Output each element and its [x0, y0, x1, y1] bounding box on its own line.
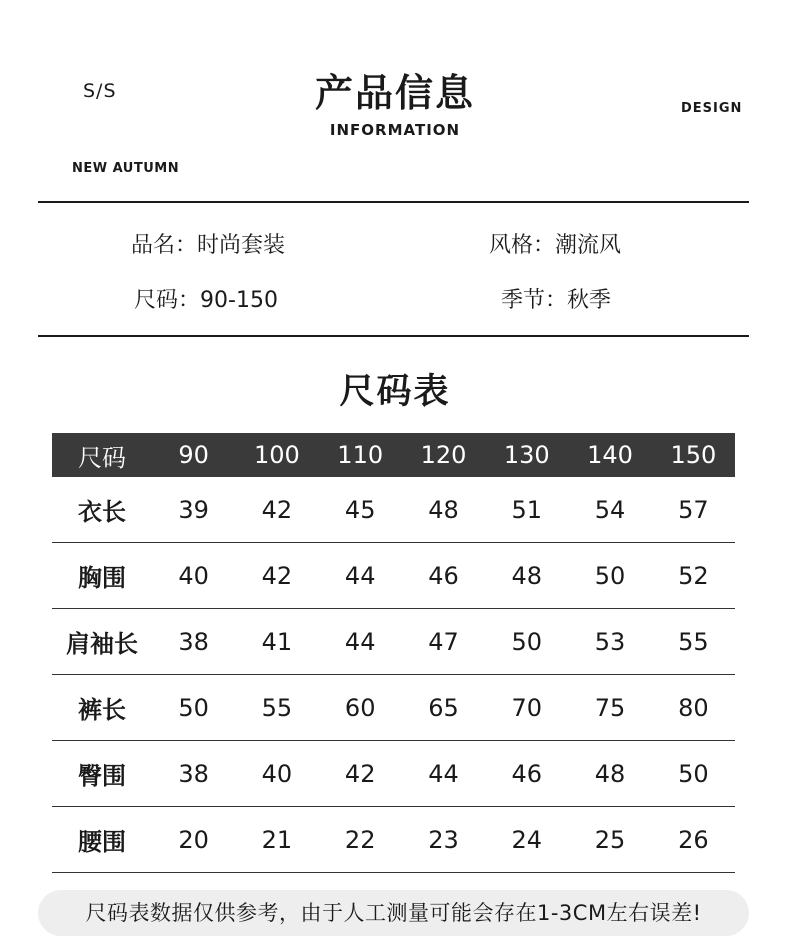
table-cell: 24 — [485, 807, 568, 873]
info-season-value: 秋季 — [567, 288, 612, 313]
table-cell: 55 — [235, 675, 318, 741]
info-product-name-label: 品名： — [131, 233, 198, 258]
size-table — [52, 433, 735, 873]
table-cell: 55 — [652, 609, 735, 675]
info-season-label: 季节： — [501, 288, 568, 313]
table-row — [52, 543, 735, 609]
table-cell: 50 — [568, 543, 651, 609]
info-season — [501, 283, 611, 314]
size-table-header-row — [52, 433, 735, 477]
header-cell: 150 — [652, 433, 735, 477]
table-cell: 52 — [652, 543, 735, 609]
table-cell: 50 — [485, 609, 568, 675]
table-cell: 60 — [319, 675, 402, 741]
divider-middle — [38, 335, 749, 337]
season-code: S/S — [83, 80, 117, 102]
table-cell: 38 — [152, 609, 235, 675]
header-cell: 110 — [319, 433, 402, 477]
table-cell: 44 — [402, 741, 485, 807]
row-label: 胸围 — [52, 543, 152, 609]
header-cell: 100 — [235, 433, 318, 477]
table-row — [52, 741, 735, 807]
info-size — [134, 283, 278, 314]
row-label: 腰围 — [52, 807, 152, 873]
table-cell: 53 — [568, 609, 651, 675]
table-cell: 44 — [319, 543, 402, 609]
table-cell: 38 — [152, 741, 235, 807]
size-table-title: 尺码表 — [339, 372, 451, 412]
header-cell: 140 — [568, 433, 651, 477]
table-cell: 80 — [652, 675, 735, 741]
page-title: 产品信息 — [314, 71, 475, 115]
info-size-label: 尺码： — [134, 288, 201, 313]
table-cell: 51 — [485, 477, 568, 543]
header-cell: 130 — [485, 433, 568, 477]
table-cell: 48 — [402, 477, 485, 543]
table-row — [52, 807, 735, 873]
table-cell: 26 — [652, 807, 735, 873]
header-cell: 尺码 — [52, 433, 152, 477]
row-label: 衣长 — [52, 477, 152, 543]
table-cell: 40 — [235, 741, 318, 807]
table-cell: 22 — [319, 807, 402, 873]
table-cell: 47 — [402, 609, 485, 675]
measurement-note: 尺码表数据仅供参考，由于人工测量可能会存在1-3CM左右误差! — [38, 890, 749, 936]
table-cell: 57 — [652, 477, 735, 543]
table-cell: 41 — [235, 609, 318, 675]
table-cell: 50 — [652, 741, 735, 807]
table-cell: 39 — [152, 477, 235, 543]
row-label: 臀围 — [52, 741, 152, 807]
table-cell: 44 — [319, 609, 402, 675]
table-row — [52, 675, 735, 741]
table-cell: 54 — [568, 477, 651, 543]
row-label: 肩袖长 — [52, 609, 152, 675]
table-cell: 25 — [568, 807, 651, 873]
table-cell: 75 — [568, 675, 651, 741]
header-cell: 120 — [402, 433, 485, 477]
table-cell: 65 — [402, 675, 485, 741]
table-cell: 42 — [319, 741, 402, 807]
row-label: 裤长 — [52, 675, 152, 741]
table-cell: 70 — [485, 675, 568, 741]
table-cell: 48 — [485, 543, 568, 609]
info-product-name-value: 时尚套装 — [197, 233, 286, 258]
table-cell: 42 — [235, 477, 318, 543]
table-cell: 48 — [568, 741, 651, 807]
table-row — [52, 609, 735, 675]
design-label: DESIGN — [681, 101, 743, 116]
new-autumn-label: NEW AUTUMN — [72, 161, 180, 176]
page-subtitle: INFORMATION — [329, 121, 461, 139]
table-cell: 45 — [319, 477, 402, 543]
info-size-value: 90-150 — [200, 288, 278, 313]
table-cell: 20 — [152, 807, 235, 873]
table-cell: 21 — [235, 807, 318, 873]
table-cell: 23 — [402, 807, 485, 873]
table-cell: 46 — [485, 741, 568, 807]
table-cell: 42 — [235, 543, 318, 609]
header-cell: 90 — [152, 433, 235, 477]
divider-top — [38, 201, 749, 203]
table-cell: 46 — [402, 543, 485, 609]
table-row — [52, 477, 735, 543]
info-style-label: 风格： — [489, 233, 556, 258]
info-product-name — [131, 228, 285, 259]
table-cell: 50 — [152, 675, 235, 741]
info-style — [489, 228, 621, 259]
info-style-value: 潮流风 — [555, 233, 622, 258]
table-cell: 40 — [152, 543, 235, 609]
